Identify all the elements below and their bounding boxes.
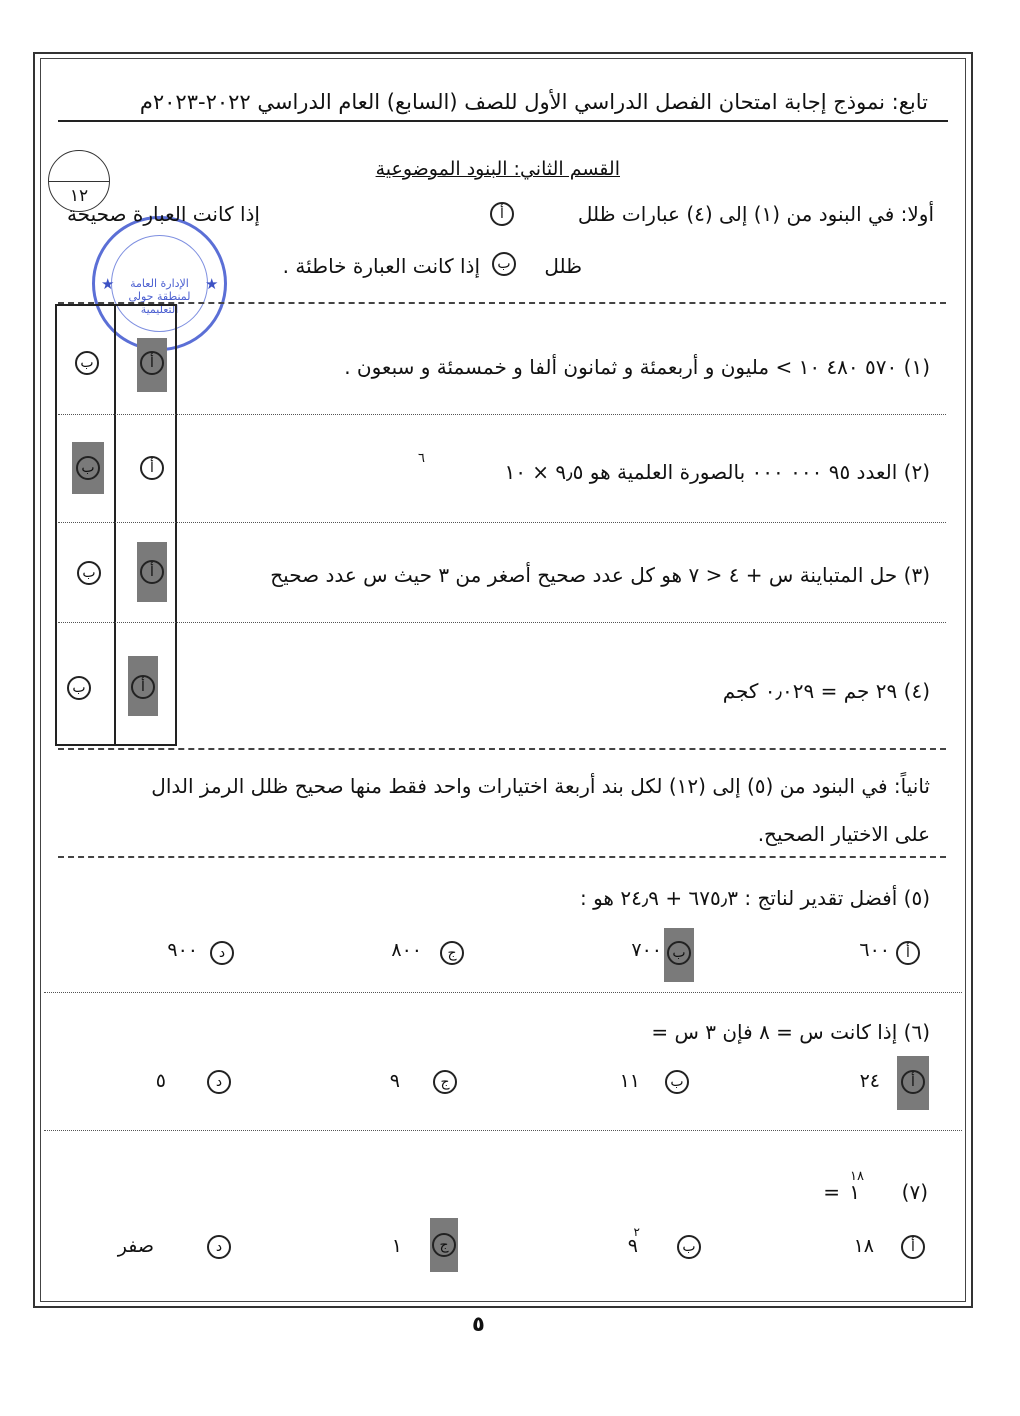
divider bbox=[58, 414, 946, 415]
item-4-option-b[interactable]: ب bbox=[67, 676, 91, 700]
divider bbox=[44, 1130, 962, 1131]
instruction-shade: ظلل bbox=[544, 254, 582, 278]
item-7-choice-a-value: ١٨ bbox=[853, 1235, 874, 1257]
stamp-text: الإدارة العامة لمنطقة حولي التعليمية bbox=[128, 277, 191, 316]
section-title: القسم الثاني: البنود الموضوعية bbox=[375, 158, 620, 180]
item-5-choice-d[interactable]: د bbox=[210, 941, 234, 965]
item-3-option-a[interactable]: أ bbox=[140, 560, 164, 584]
divider bbox=[58, 622, 946, 623]
item-5-choice-b-value: ٧٠٠ bbox=[631, 939, 662, 961]
symbol-b-icon: ب bbox=[492, 252, 516, 276]
item-3-option-b[interactable]: ب bbox=[77, 561, 101, 585]
item-7-number: (٧) bbox=[901, 1180, 928, 1204]
item-7-choice-d[interactable]: د bbox=[207, 1235, 231, 1259]
divider bbox=[58, 856, 946, 858]
score-divider bbox=[49, 181, 109, 182]
star-icon: ★ bbox=[101, 275, 115, 293]
part2-instruction: ثانياً: في البنود من (٥) إلى (١٢) لكل بند أربعة اختيارات واحد فقط منها صحيح ظلل الرمز الدال bbox=[151, 774, 930, 798]
item-6-choice-d[interactable]: د bbox=[207, 1070, 231, 1094]
item-6-choice-a[interactable]: أ bbox=[901, 1070, 925, 1094]
item-7-choice-a[interactable]: أ bbox=[901, 1235, 925, 1259]
item-2-option-a[interactable]: أ bbox=[140, 456, 164, 480]
item-2-text: (٢) العدد ٩٥ ٠٠٠ ٠٠٠ بالصورة العلمية هو ٩٫٥ × ١٠ bbox=[504, 460, 930, 484]
item-2-option-b[interactable]: ب bbox=[76, 456, 100, 480]
item-5-choice-c-value: ٨٠٠ bbox=[391, 939, 422, 961]
item-3-text: (٣) حل المتباينة س + ٤ < ٧ هو كل عدد صحيح أصغر من ٣ حيث س عدد صحيح bbox=[270, 563, 930, 587]
item-1-text: (١) ٥٧٠ ٤٨٠ ١٠ > مليون و أربعمئة و ثمانون ألفا و خمسمئة و سبعون . bbox=[344, 355, 930, 379]
item-7-exponent: ١٨ bbox=[850, 1169, 864, 1184]
instruction-true: إذا كانت العبارة صحيحة bbox=[66, 202, 260, 226]
header-rule bbox=[58, 120, 948, 122]
item-4-text: (٤) ٢٩ جم = ٠٫٠٢٩ كجم bbox=[722, 679, 930, 703]
item-6-question: (٦) إذا كانت س = ٨ فإن ٣ س = bbox=[651, 1020, 930, 1044]
item-6-choice-d-value: ٥ bbox=[155, 1070, 166, 1092]
item-7-choice-c-value: ١ bbox=[391, 1235, 402, 1257]
item-7-base: ١ bbox=[849, 1180, 860, 1204]
item-5-choice-c[interactable]: ج bbox=[440, 941, 464, 965]
star-icon: ★ bbox=[205, 275, 219, 293]
item-1-option-b[interactable]: ب bbox=[75, 351, 99, 375]
page-header: تابع: نموذج إجابة امتحان الفصل الدراسي الأول للصف (السابع) العام الدراسي ٢٠٢٢-٢٠٢٣م bbox=[139, 90, 928, 114]
divider bbox=[44, 992, 962, 993]
item-5-choice-a-value: ٦٠٠ bbox=[859, 939, 890, 961]
page-number: ٥ bbox=[472, 1312, 485, 1336]
item-7-choice-c[interactable]: ج bbox=[432, 1233, 456, 1257]
score-mark: ١٢ bbox=[69, 186, 89, 206]
item-2-exponent: ٦ bbox=[418, 451, 425, 466]
instruction-false: إذا كانت العبارة خاطئة . bbox=[282, 254, 480, 278]
item-7-choice-d-value: صفر bbox=[117, 1235, 154, 1257]
item-5-choice-a[interactable]: أ bbox=[896, 941, 920, 965]
divider bbox=[58, 302, 946, 304]
item-7-choice-b-value: ٩ bbox=[627, 1235, 638, 1257]
item-6-choice-a-value: ٢٤ bbox=[859, 1070, 880, 1092]
divider bbox=[58, 748, 946, 750]
item-7-choice-b[interactable]: ب bbox=[677, 1235, 701, 1259]
item-5-question: (٥) أفضل تقدير لناتج : ٦٧٥٫٣ + ٢٤٫٩ هو : bbox=[579, 886, 930, 910]
item-7-equals: = bbox=[823, 1180, 840, 1204]
item-5-choice-b[interactable]: ب bbox=[667, 941, 691, 965]
item-6-choice-b-value: ١١ bbox=[619, 1070, 640, 1092]
part2-instruction-line2: على الاختيار الصحيح. bbox=[757, 822, 930, 846]
item-5-choice-d-value: ٩٠٠ bbox=[167, 939, 198, 961]
item-7-choice-b-exponent: ٢ bbox=[633, 1225, 640, 1239]
part1-instruction: أولا: في البنود من (١) إلى (٤) عبارات ظلل bbox=[577, 202, 934, 226]
item-6-choice-c-value: ٩ bbox=[389, 1070, 400, 1092]
divider bbox=[58, 522, 946, 523]
item-1-option-a[interactable]: أ bbox=[140, 351, 164, 375]
item-4-option-a[interactable]: أ bbox=[131, 675, 155, 699]
symbol-a-icon: أ bbox=[490, 202, 514, 226]
item-6-choice-b[interactable]: ب bbox=[665, 1070, 689, 1094]
item-6-choice-c[interactable]: ج bbox=[433, 1070, 457, 1094]
